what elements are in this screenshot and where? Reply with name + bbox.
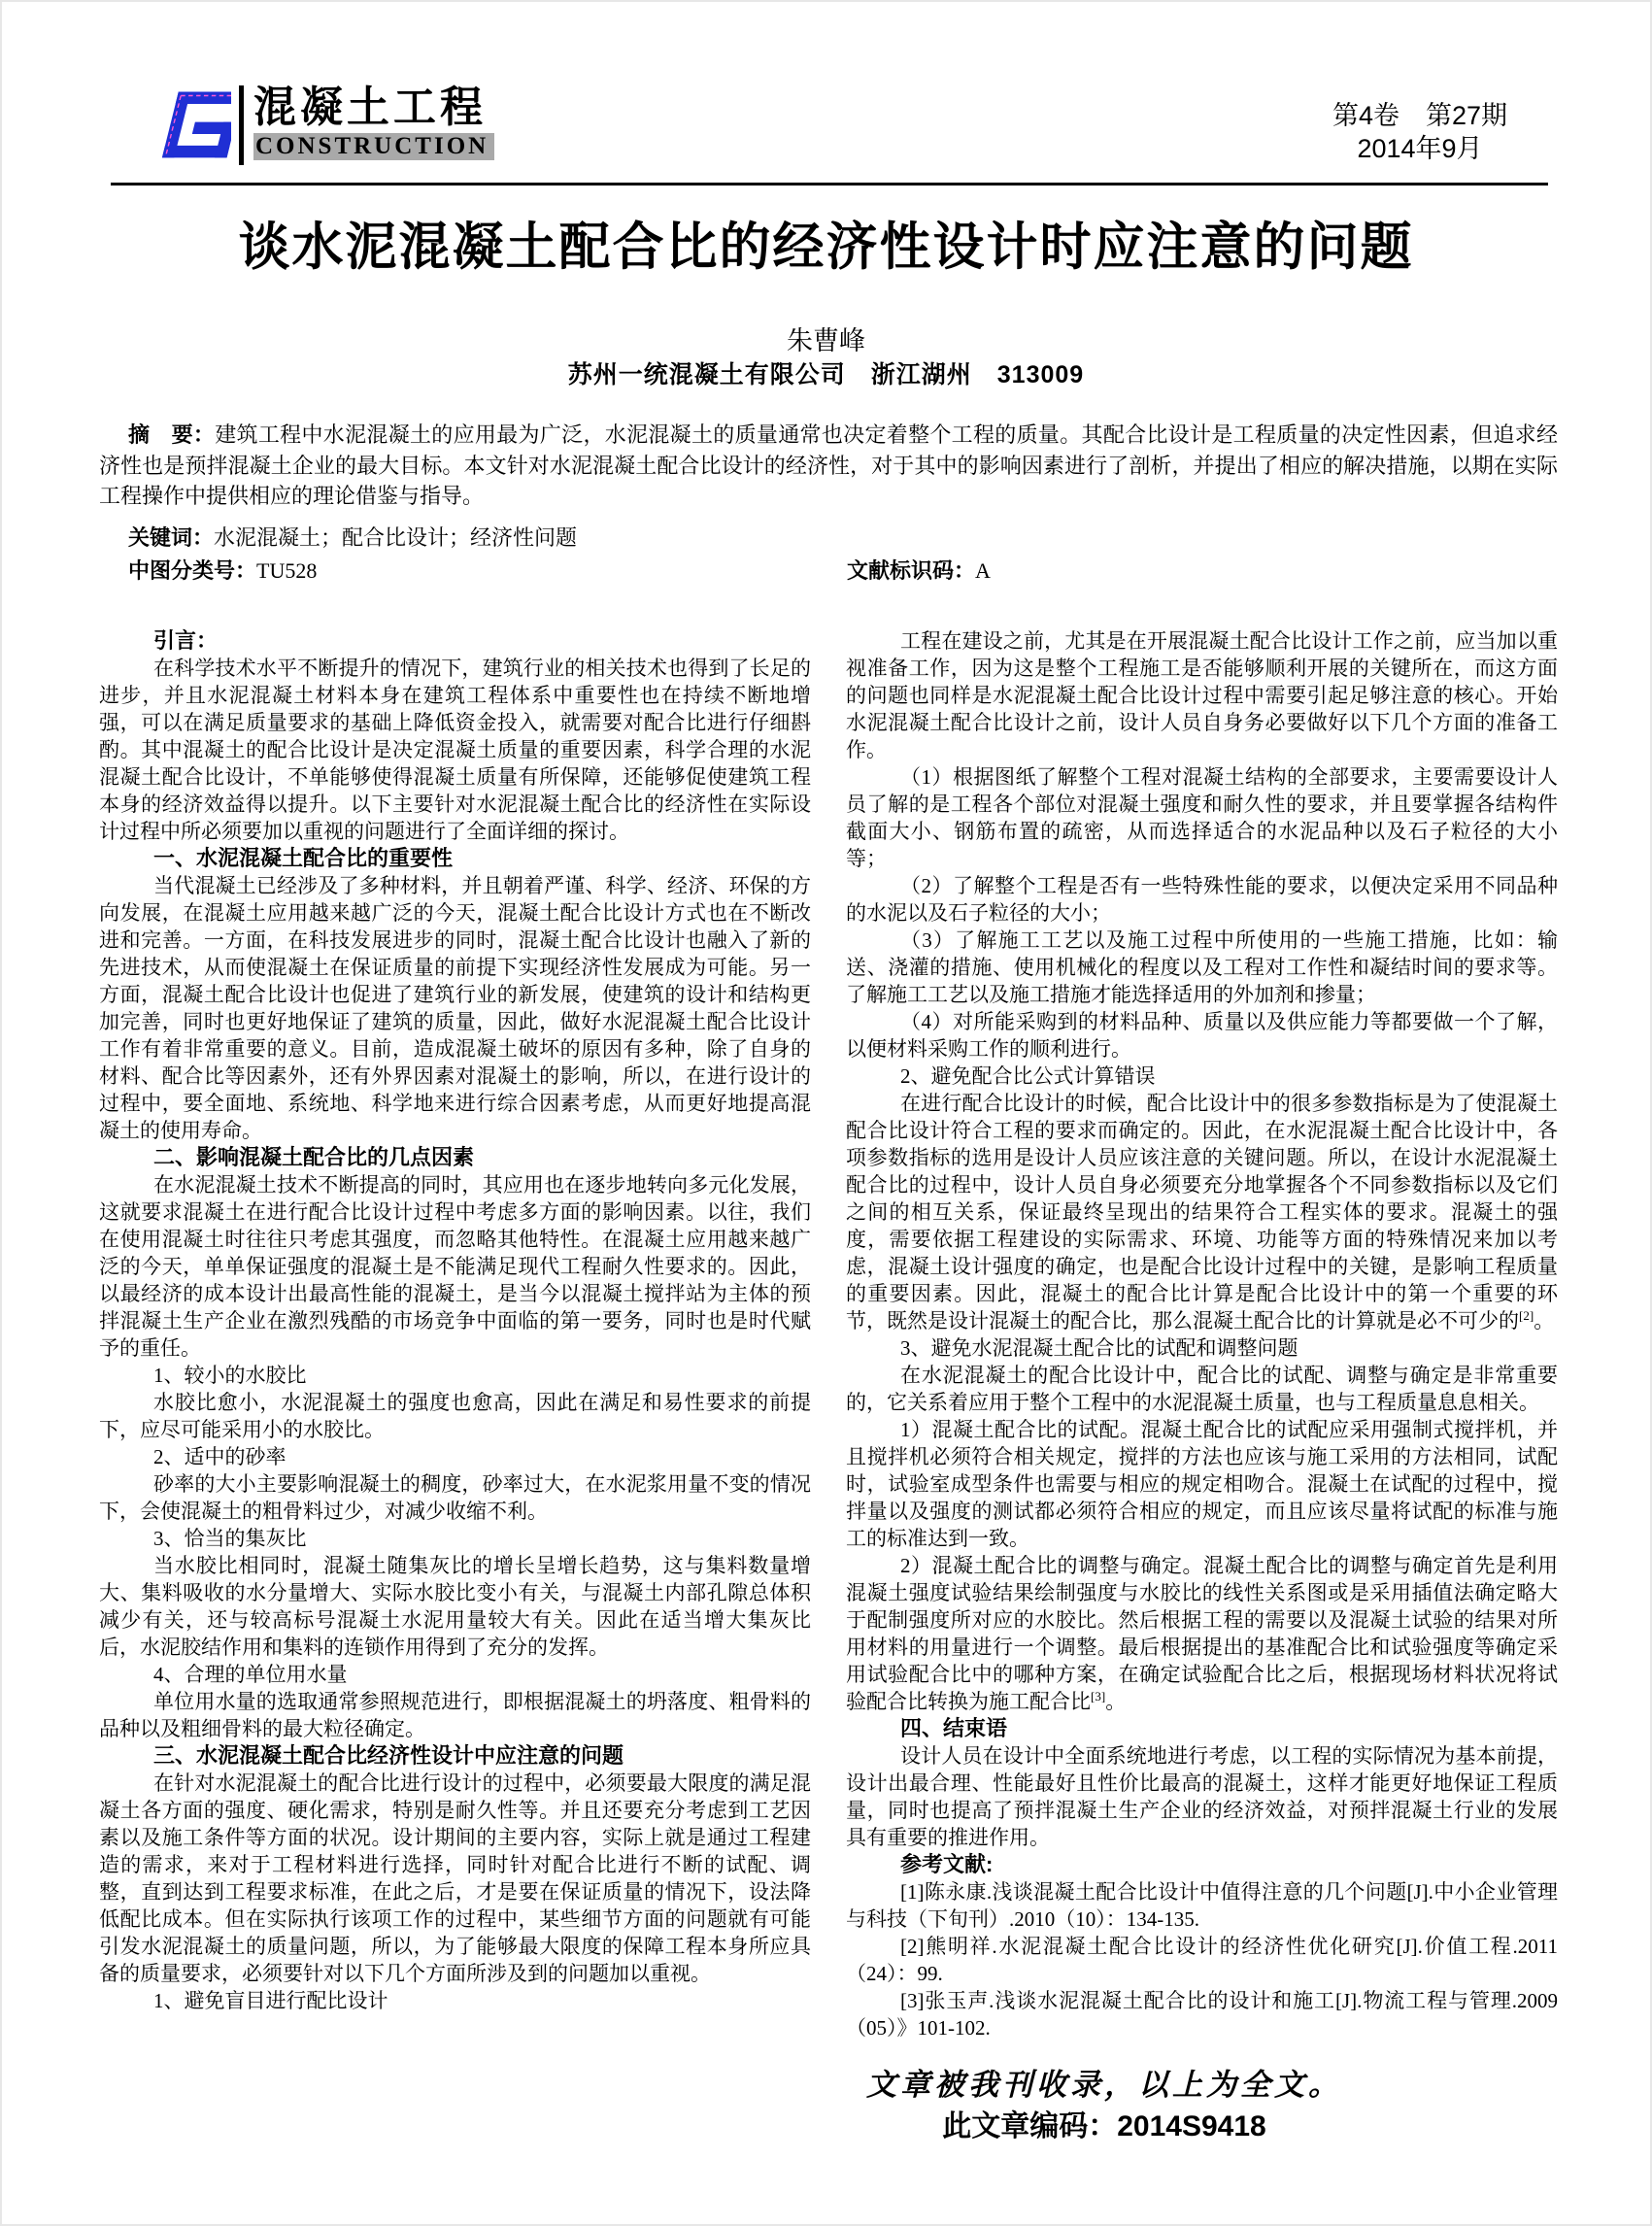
logo-g-icon bbox=[138, 84, 231, 167]
section-heading: 三、水泥混凝土配合比经济性设计中应注意的问题 bbox=[153, 1743, 624, 1768]
journal-name-cn: 混凝土工程 bbox=[253, 84, 487, 131]
paragraph: [1]陈永康.浅谈混凝土配合比设计中值得注意的几个问题[J].中小企业管理与科技（下旬刊）.2010（10）：134-135. bbox=[846, 1880, 1558, 1931]
doc-code-label: 文献标识码： bbox=[847, 558, 976, 583]
left-column bbox=[99, 627, 811, 2041]
paragraph: 在水泥混凝土技术不断提高的同时，其应用也在逐步地转向多元化发展，这就要求混凝土在进行配合比设计过程中考虑多方面的影响因素。以往，我们在使用混凝土时往往只考虑其强度，而忽略其他特性。在混凝土应用越来越广泛的今天，单单保证强度的混凝土是不能满足现代工程耐久性要求的。因此，以最经济的成本设计出最高性能的混凝土，是当今以混凝土搅拌站为主体的预拌混凝土生产企业在激烈残酷的市场竞争中面临的第一要务，同时也是时代赋予的重任。 bbox=[99, 1173, 811, 1360]
footer bbox=[556, 2065, 1652, 2148]
keywords bbox=[99, 522, 1558, 552]
doc-code-value: A bbox=[975, 558, 991, 583]
article-title: 谈水泥混凝土配合比的经济性设计时应注意的问题 bbox=[238, 219, 1414, 276]
section-heading: 参考文献: bbox=[900, 1852, 994, 1876]
paragraph: 3、避免水泥混凝土配合比的试配和调整问题 bbox=[900, 1336, 1298, 1360]
issue-volume: 第4卷 第27期 bbox=[1332, 101, 1508, 130]
section-heading: 一、水泥混凝土配合比的重要性 bbox=[153, 846, 454, 870]
paragraph: 1、较小的水胶比 bbox=[153, 1364, 307, 1387]
section-heading: 引言： bbox=[153, 628, 219, 653]
paragraph: 2、适中的砂率 bbox=[153, 1445, 287, 1468]
logo-divider bbox=[239, 85, 244, 165]
abstract-label: 摘 要： bbox=[128, 422, 216, 447]
paragraph: 单位用水量的选取通常参照规范进行，即根据混凝土的坍落度、粗骨料的品种以及粗细骨料的最大粒径确定。 bbox=[99, 1690, 811, 1740]
paragraph: 当水胶比相同时，混凝土随集灰比的增长呈增长趋势，这与集料数量增大、集料吸收的水分量增大、实际水胶比变小有关，与混凝土内部孔隙总体积减少有关，还与较高标号混凝土水泥用量较大有关。因此在适当增大集灰比后，水泥胶结作用和集料的连锁作用得到了充分的发挥。 bbox=[99, 1554, 811, 1659]
body-columns bbox=[99, 627, 1558, 2041]
paragraph: 砂率的大小主要影响混凝土的稠度，砂率过大，在水泥浆用量不变的情况下，会使混凝土的粗骨料过少，对减少收缩不利。 bbox=[99, 1472, 811, 1523]
paragraph: （1）根据图纸了解整个工程对混凝土结构的全部要求，主要需要设计人员了解的是工程各个部位对混凝土强度和耐久性的要求，并且要掌握各结构件截面大小、钢筋布置的疏密，从而选择适合的水泥品种以及石子粒径的大小等； bbox=[846, 765, 1558, 870]
paragraph: 在科学技术水平不断提升的情况下，建筑行业的相关技术也得到了长足的进步，并且水泥混凝土材料本身在建筑工程体系中重要性也在持续不断地增强，可以在满足质量要求的基础上降低资金投入，就需要对配合比进行仔细斟酌。其中混凝土的配合比设计是决定混凝土质量的重要因素，科学合理的水泥混凝土配合比设计，不单能够使得混凝土质量有所保障，还能够促使建筑工程本身的经济效益得以提升。以下主要针对水泥混凝土配合比的经济性在实际设计过程中所必须要加以重视的问题进行了全面详细的探讨。 bbox=[99, 657, 811, 843]
keywords-label: 关键词： bbox=[128, 525, 215, 550]
section-heading: 四、结束语 bbox=[900, 1716, 1008, 1740]
journal-logo bbox=[138, 84, 494, 167]
section-heading: 二、影响混凝土配合比的几点因素 bbox=[153, 1145, 475, 1169]
paragraph: 2、避免配合比公式计算错误 bbox=[900, 1064, 1156, 1088]
author-affiliation: 苏州一统混凝土有限公司 浙江湖州 313009 bbox=[567, 361, 1085, 388]
paragraph: 工程在建设之前，尤其是在开展混凝土配合比设计工作之前，应当加以重视准备工作，因为这是整个工程施工是否能够顺利开展的关键所在，而这方面的问题也同样是水泥混凝土配合比设计过程中需要引起足够注意的核心。开始水泥混凝土配合比设计之前，设计人员自身务必要做好以下几个方面的准备工作。 bbox=[846, 629, 1558, 761]
paragraph: （2）了解整个工程是否有一些特殊性能的要求，以便决定采用不同品种的水泥以及石子粒径的大小； bbox=[846, 874, 1558, 925]
meta-row bbox=[99, 555, 1558, 585]
paragraph: 4、合理的单位用水量 bbox=[153, 1663, 348, 1686]
paragraph: 在针对水泥混凝土的配合比进行设计的过程中，必须要最大限度的满足混凝土各方面的强度、硬化需求，特别是耐久性等。并且还要充分考虑到工艺因素以及施工条件等方面的状况。设计期间的主要内容，实际上就是通过工程建造的需求，来对于工程材料进行选择，同时针对配合比进行不断的试配、调整，直到达到工程要求标准，在此之后，才是要在保证质量的情况下，设法降低配比成本。但在实际执行该项工作的过程中，某些细节方面的问题就有可能引发水泥混凝土的质量问题，所以，为了能够最大限度的保障工程本身所应具备的质量要求，必须要针对以下几个方面所涉及到的问题加以重视。 bbox=[99, 1771, 811, 1985]
footer-article-code: 此文章编码：2014S9418 bbox=[942, 2110, 1266, 2142]
paragraph: （3）了解施工工艺以及施工过程中所使用的一些施工措施，比如：输送、浇灌的措施、使用机械化的程度以及工程对工作性和凝结时间的要求等。了解施工工艺以及施工措施才能选择适用的外加剂和掺量； bbox=[846, 928, 1558, 1006]
abstract bbox=[99, 420, 1558, 512]
header-rule bbox=[111, 183, 1548, 186]
paragraph: 1）混凝土配合比的试配。混凝土配合比的试配应采用强制式搅拌机，并且搅拌机必须符合相关规定，搅拌的方法也应该与施工采用的方法相同，试配时，试验室成型条件也需要与相应的规定相吻合。混凝土在试配的过程中，搅拌量以及强度的测试都必须符合相应的规定，而且应该尽量将试配的标准与施工的标准达到一致。 bbox=[846, 1418, 1558, 1550]
paragraph: 在水泥混凝土的配合比设计中，配合比的试配、调整与确定是非常重要的，它关系着应用于整个工程中的水泥混凝土质量，也与工程质量息息相关。 bbox=[846, 1364, 1558, 1414]
clc-label: 中图分类号： bbox=[128, 558, 257, 583]
paragraph: （4）对所能采购到的材料品种、质量以及供应能力等都要做一个了解，以便材料采购工作的顺利进行。 bbox=[846, 1010, 1558, 1061]
footer-note: 文章被我刊收录，以上为全文。 bbox=[866, 2068, 1342, 2102]
issue-date: 2014年9月 bbox=[1357, 134, 1483, 163]
clc-field bbox=[128, 558, 317, 583]
paragraph: 1、避免盲目进行配比设计 bbox=[153, 1989, 388, 2012]
paragraph: 当代混凝土已经涉及了多种材料，并且朝着严谨、科学、经济、环保的方向发展，在混凝土应用越来越广泛的今天，混凝土配合比设计方式也在不断改进和完善。一方面，在科技发展进步的同时，混凝土配合比设计也融入了新的先进技术，从而使混凝土在保证质量的前提下实现经济性发展成为可能。另一方面，混凝土配合比设计也促进了建筑行业的新发展，使建筑的设计和结构更加完善，同时也更好地保证了建筑的质量，因此，做好水泥混凝土配合比设计工作有着非常重要的意义。目前，造成混凝土破坏的原因有多种，除了自身的材料、配合比等因素外，还有外界因素对混凝土的影响，所以，在进行设计的过程中，要全面地、系统地、科学地来进行综合因素考虑，从而更好地提高混凝土的使用寿命。 bbox=[99, 874, 811, 1142]
author-name: 朱曹峰 bbox=[787, 326, 865, 355]
paragraph: [2]熊明祥.水泥混凝土配合比设计的经济性优化研究[J].价值工程.2011（24）：99. bbox=[846, 1935, 1558, 1985]
paragraph: [3]张玉声.浅谈水泥混凝土配合比的设计和施工[J].物流工程与管理.2009（05）》101-102. bbox=[846, 1989, 1558, 2040]
doc-code-field bbox=[847, 555, 991, 585]
paragraph: 3、恰当的集灰比 bbox=[153, 1527, 307, 1550]
paragraph: 2）混凝土配合比的调整与确定。混凝土配合比的调整与确定首先是利用混凝土强度试验结果绘制强度与水胶比的线性关系图或是采用插值法确定略大于配制强度所对应的水胶比。然后根据工程的需要以及混凝土试验的结果对所用材料的用量进行一个调整。最后根据提出的基准配合比和试验强度等确定采用试验配合比中的哪种方案，在确定试验配合比之后，根据现场材料状况将试验配合比转换为施工配合比[3]。 bbox=[846, 1554, 1558, 1713]
journal-name-en: CONSTRUCTION bbox=[253, 133, 494, 160]
paragraph: 在进行配合比设计的时候，配合比设计中的很多参数指标是为了使混凝土配合比设计符合工程的要求而确定的。因此，在水泥混凝土配合比设计中，各项参数指标的选用是设计人员应该注意的关键问题。所以，在设计水泥混凝土配合比的过程中，设计人员自身必须要充分地掌握各个不同参数指标以及它们之间的相互关系，保证最终呈现出的结果符合工程实体的要求。混凝土的强度，需要依据工程建设的实际需求、环境、功能等方面的特殊情况来加以考虑，混凝土设计强度的确定，也是配合比设计过程中的关键，是影响工程质量的重要因素。因此，混凝土的配合比计算是配合比设计中的第一个重要的环节，既然是设计混凝土的配合比，那么混凝土配合比的计算就是必不可少的[2]。 bbox=[846, 1092, 1558, 1332]
paragraph: 设计人员在设计中全面系统地进行考虑，以工程的实际情况为基本前提，设计出最合理、性能最好且性价比最高的混凝土，这样才能更好地保证工程质量，同时也提高了预拌混凝土生产企业的经济效益，对预拌混凝土行业的发展具有重要的推进作用。 bbox=[846, 1744, 1558, 1849]
issue-info bbox=[1294, 99, 1546, 165]
logo-text bbox=[253, 84, 494, 160]
clc-value: TU528 bbox=[256, 558, 318, 583]
right-column bbox=[846, 627, 1558, 2041]
keywords-text: 水泥混凝土；配合比设计；经济性问题 bbox=[214, 525, 578, 550]
paragraph: 水胶比愈小，水泥混凝土的强度也愈高，因此在满足和易性要求的前提下，应尽可能采用小的水胶比。 bbox=[99, 1391, 811, 1441]
abstract-text: 建筑工程中水泥混凝土的应用最为广泛，水泥混凝土的质量通常也决定着整个工程的质量。其配合比设计是工程质量的决定性因素，但追求经济性也是预拌混凝土企业的最大目标。本文针对水泥混凝土配合比设计的经济性，对于其中的影响因素进行了剖析，并提出了相应的解决措施，以期在实际工程操作中提供相应的理论借鉴与指导。 bbox=[99, 422, 1558, 508]
